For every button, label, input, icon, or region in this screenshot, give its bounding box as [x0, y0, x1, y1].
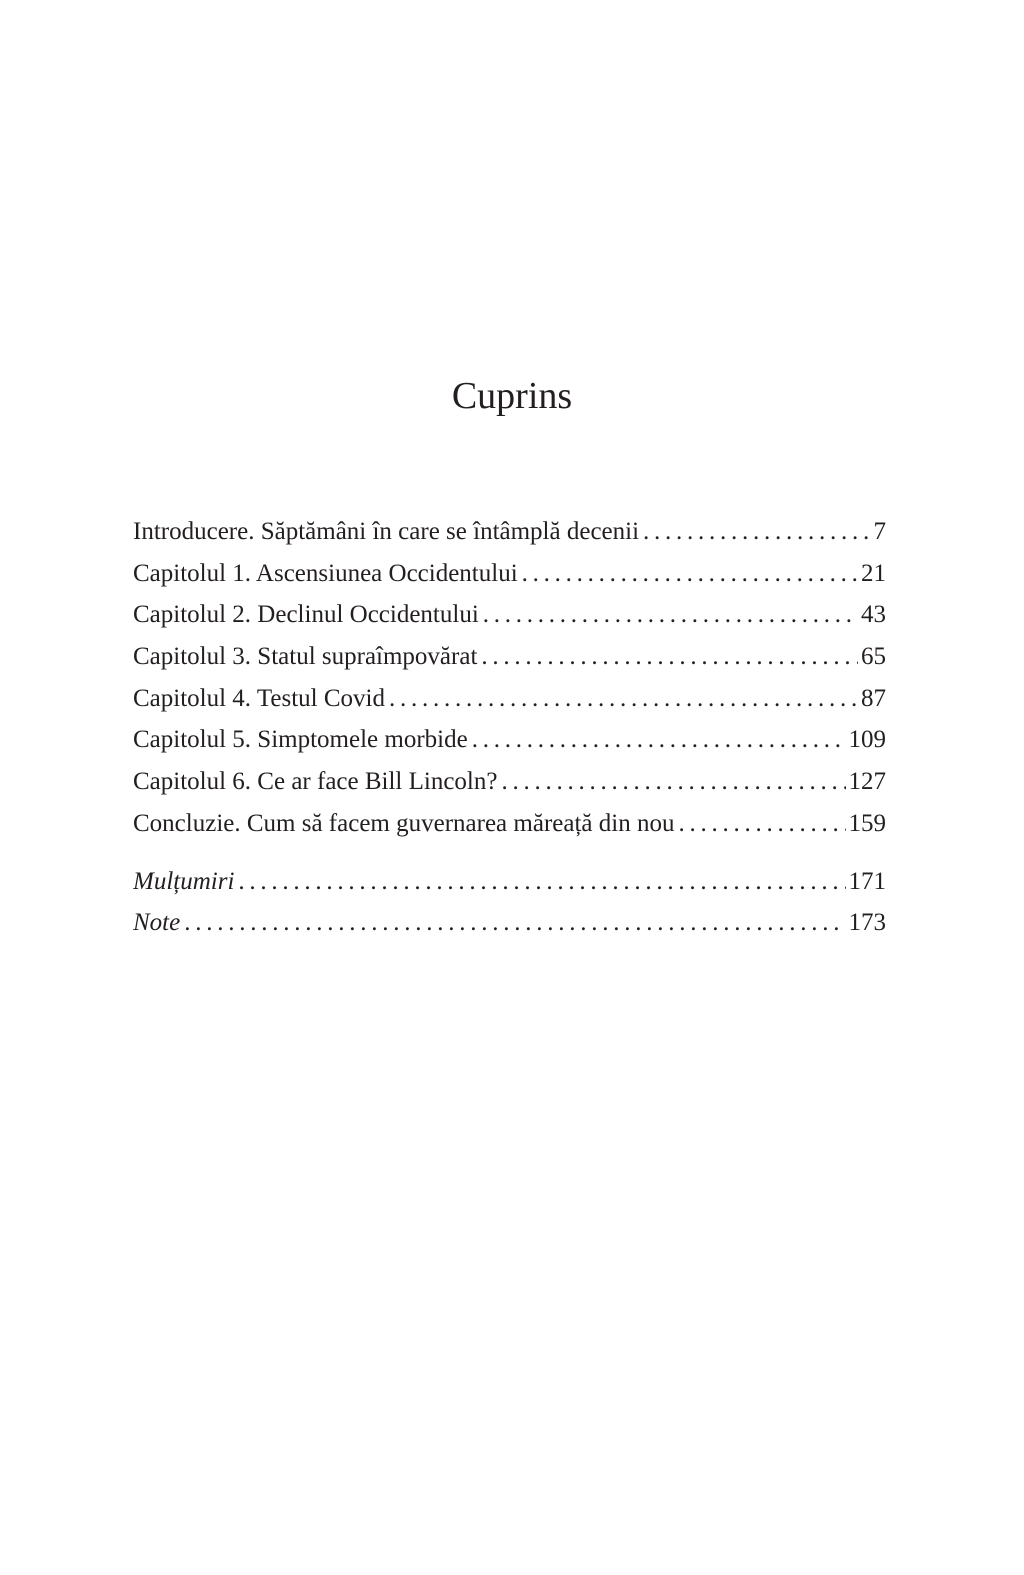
toc-entry-label: Capitolul 1. Ascensiunea Occidentului [133, 559, 518, 587]
toc-entry-page: 7 [873, 518, 886, 545]
toc-entry[interactable] [133, 598, 886, 640]
toc-entry-page: 171 [848, 867, 886, 895]
leader-dots [501, 765, 845, 799]
toc-entry[interactable] [133, 807, 886, 849]
leader-dots [483, 598, 858, 632]
toc-entry-label: Capitolul 2. Declinul Occidentului [133, 601, 479, 629]
toc-entry-page: 65 [861, 643, 886, 671]
leader-dots [522, 557, 858, 591]
toc-entry-label: Capitolul 3. Statul supraîmpovărat [133, 643, 478, 671]
toc-entry[interactable] [133, 906, 886, 948]
leader-dots [472, 723, 846, 757]
leader-dots [238, 865, 845, 899]
toc-entry-label: Note [133, 909, 181, 937]
toc-entry-page: 109 [848, 726, 886, 754]
toc-entry-page: 159 [848, 809, 886, 837]
toc-entry[interactable] [133, 640, 886, 682]
toc-entry[interactable] [133, 682, 886, 724]
toc-entry-label: Capitolul 5. Simptomele morbide [133, 726, 468, 754]
toc-entry-label: Capitolul 6. Ce ar face Bill Lincoln? [133, 768, 498, 796]
table-of-contents [133, 515, 886, 948]
toc-entry[interactable] [133, 557, 886, 599]
toc-entry-label: Mulțumiri [133, 867, 235, 895]
leader-dots [184, 906, 845, 940]
toc-entry[interactable] [133, 865, 886, 907]
toc-entry-page: 173 [848, 909, 886, 937]
leader-dots [678, 807, 845, 841]
toc-entry-label: Concluzie. Cum să facem guvernarea măreață din nou [133, 809, 675, 837]
toc-entry-label: Introducere. Săptămâni în care se întâmplă decenii [133, 518, 640, 545]
toc-entry[interactable] [133, 723, 886, 765]
toc-entry[interactable] [133, 515, 886, 557]
toc-entry-page: 87 [861, 684, 886, 712]
page-title: Cuprins [451, 375, 573, 417]
leader-dots [481, 640, 858, 674]
toc-entry-page: 127 [848, 768, 886, 796]
leader-dots [643, 515, 870, 549]
leader-dots [389, 682, 858, 716]
toc-entry-label: Capitolul 4. Testul Covid [133, 684, 385, 712]
toc-entry-page: 43 [861, 601, 886, 629]
toc-entry[interactable] [133, 765, 886, 807]
toc-entry-page: 21 [861, 559, 886, 587]
